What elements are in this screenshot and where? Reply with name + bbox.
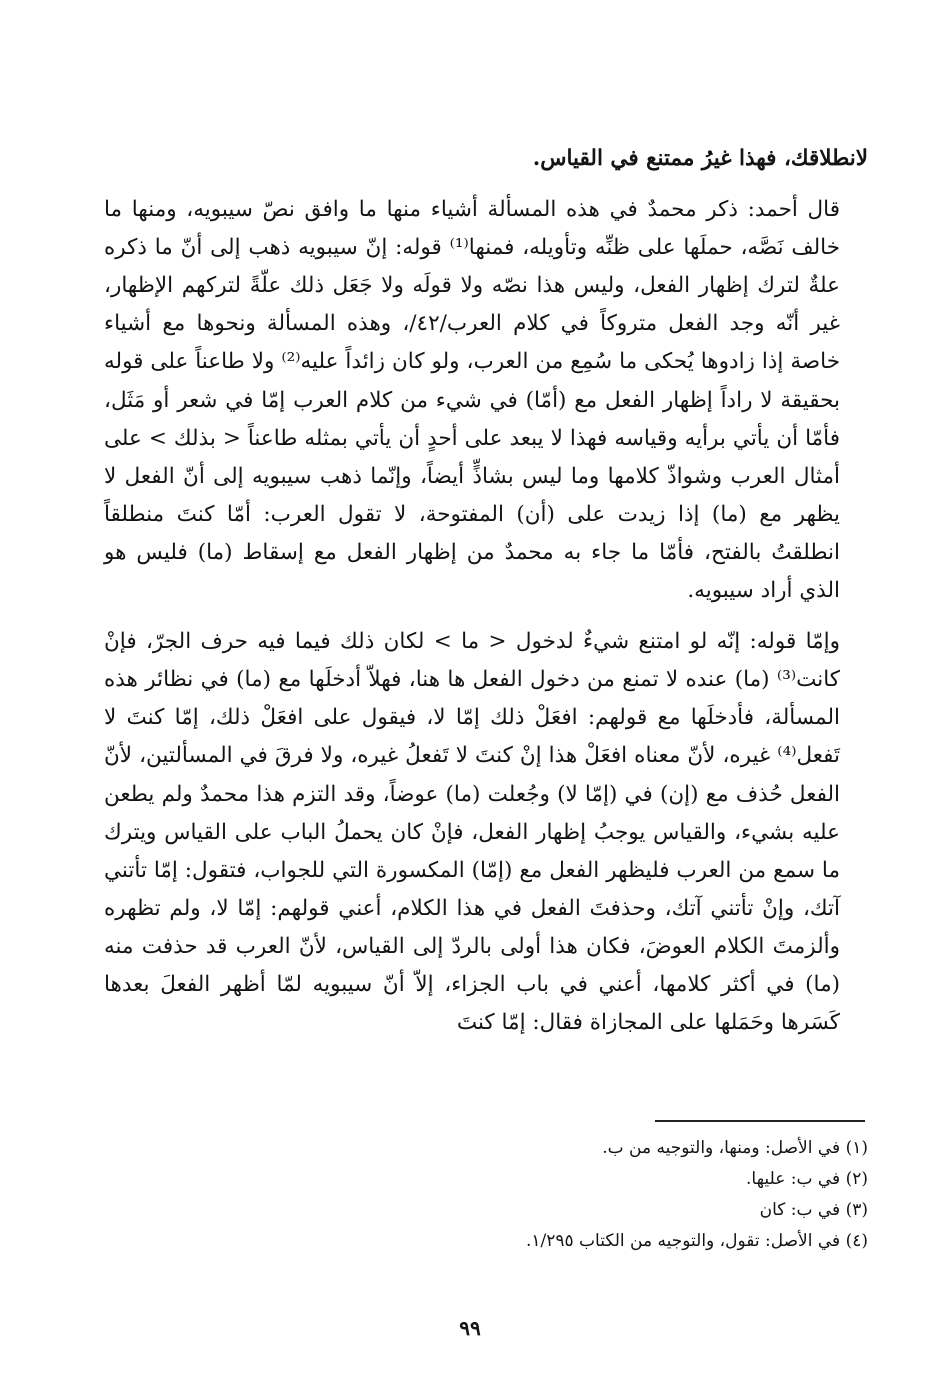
main-text bbox=[104, 140, 868, 1042]
paragraph-wa-amma: وإمّا قوله: إنّه لو امتنع شيءٌ لدخول < ما > لكان ذلك فيما فيه حرف الجرّ، فإنْ كانت⁽³⁾ (ما) عنده لا تمنع من دخول الفعل ها هنا، فهلاّ أدخلَها مع (ما) في نظائر هذه المسألة، فأدخلَها مع قولهم: افعَلْ ذلك إمّا لا، فيقول على افعَلْ ذلك، إمّا كنتَ لا تَفعل⁽⁴⁾ غيره، لأنّ معناه افعَلْ هذا إنْ كنتَ لا تَفعلُ غيره، ولا فرقَ في المسألتين، لأنّ الفعل حُذف مع (إن) في (إمّا لا) وجُعلت (ما) عوضاً، وقد التزم هذا محمدٌ ولم يطعن عليه بشيء، والقياس يوجبُ إظهار الفعل، فإنْ كان يحملُ الباب على القياس ويترك ما سمع من العرب فليظهر الفعل مع (إمّا) المكسورة التي للجواب، فتقول: إمّا تأتني آتك، وإنْ تأتني آتك، وحذفتَ الفعل في هذا الكلام، أعني قولهم: إمّا لا، ولم تظهره وألزمتَ الكلام العوضَ، فكان هذا أولى بالردّ إلى القياس، لأنّ العرب قد حذفت منه (ما) في أكثر كلامها، أعني في باب الجزاء، إلاّ أنّ سيبويه لمّا أظهر الفعلَ بعدها كَسَرها وحَمَلها على المجازاة فقال: إمّا كنتَ bbox=[104, 629, 840, 1036]
footnote-separator bbox=[655, 1120, 865, 1122]
footnote-4: (٤) في الأصل: تقول، والتوجيه من الكتاب ١/٢٩٥. bbox=[525, 1231, 868, 1251]
footnote-3: (٣) في ب: كان bbox=[759, 1200, 868, 1220]
footnote-1: (١) في الأصل: ومنها، والتوجيه من ب. bbox=[602, 1138, 868, 1158]
paragraph-ahmad: قال أحمد: ذكر محمدٌ في هذه المسألة أشياء منها ما وافق نصّ سيبويه، ومنها ما خالف نَصَّه، حملَها على ظنِّه وتأويله، فمنها⁽¹⁾ قوله: إنّ سيبويه ذهب إلى أنّ ما ذكره علةٌ لترك إظهار الفعل، وليس هذا نصّه ولا قولَه ولا جَعَل ذلك علّةً لتركهم الإظهار، غير أنّه وجد الفعل متروكاً في كلام العرب/٤٢/، وهذه المسألة ونحوها مع أشياء خاصة إذا زادوها يُحكى ما سُمِع من العرب، ولو كان زائداً عليه⁽²⁾ ولا طاعناً على قوله بحقيقة لا راداً إظهار الفعل مع (أمّا) في شيء من كلام العرب إمّا في شعر أو مَثَل، فأمّا أن يأتي برأيه وقياسه فهذا لا يبعد على أحدٍ أن يأتي بمثله طاعناً < بذلك > على أمثال العرب وشواذّ كلامها وما ليس بشاذٍّ أيضاً، وإنّما ذهب سيبويه إلى أنّ الفعل لا يظهر مع (ما) إذا زيدت على (أن) المفتوحة، لا تقول العرب: أمّا كنتَ منطلقاً انطلقتُ بالفتح، فأمّا ما جاء به محمدٌ من إظهار الفعل مع إسقاط (ما) فليس هو الذي أراد سيبويه. bbox=[104, 197, 841, 604]
footnotes bbox=[120, 1133, 868, 1257]
page-number: ٩٩ bbox=[459, 1316, 481, 1340]
footnote-2: (٢) في ب: عليها. bbox=[746, 1169, 868, 1189]
paragraph-continuation: لانطلاقك، فهذا غيرُ ممتنع في القياس. bbox=[532, 146, 868, 171]
